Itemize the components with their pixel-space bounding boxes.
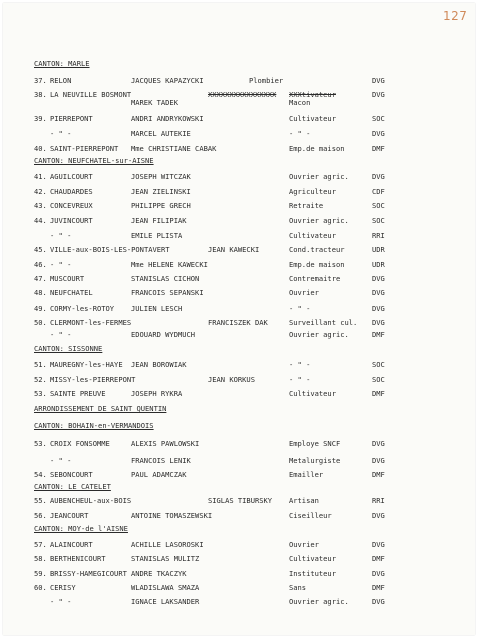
table-row	[3, 455, 475, 467]
cell-name: ALEXIS PAWLOWSKI	[131, 439, 200, 448]
canton-heading	[3, 343, 475, 355]
cell-party: SOC	[372, 375, 385, 384]
cell-name: SIGLAS TIBURSKY	[208, 496, 273, 505]
cell-name: JOSEPH WITCZAK	[131, 172, 191, 181]
cell-name: JOSEPH RYKRA	[131, 389, 183, 398]
cell-job: Plombier	[249, 76, 284, 85]
cell-job: - " -	[289, 360, 311, 369]
heading-text: CANTON: MOY-de l'AISNE	[34, 524, 128, 533]
cell-name: Mme CHRISTIANE CABAK	[131, 144, 217, 153]
table-row	[3, 359, 475, 371]
cell-party: DVG	[372, 129, 385, 138]
cell-commune: JUVINCOURT	[50, 216, 93, 225]
cell-party: DMF	[372, 470, 385, 479]
cell-party: SOC	[372, 201, 385, 210]
table-row	[3, 438, 475, 450]
cell-party: DVG	[372, 511, 385, 520]
heading-text: CANTON: LE CATELET	[34, 482, 111, 491]
cell-job: Macon	[289, 98, 311, 107]
cell-num: 46.	[34, 260, 47, 269]
table-row	[3, 596, 475, 608]
cell-party: DMF	[372, 144, 385, 153]
canton-heading	[3, 58, 475, 70]
table-row	[3, 317, 475, 329]
cell-commune: ALAINCOURT	[50, 540, 93, 549]
table-row	[3, 171, 475, 183]
cell-name: MARCEL AUTEKIE	[131, 129, 191, 138]
table-row	[3, 539, 475, 551]
cell-party: RRI	[372, 231, 385, 240]
cell-commune: - " -	[50, 260, 72, 269]
cell-job: Cultivateur	[289, 114, 336, 123]
canton-heading	[3, 155, 475, 167]
heading-text: CANTON: BOHAIN-en-VERMANDOIS	[34, 421, 154, 430]
cell-party: UDR	[372, 245, 385, 254]
cell-party: DVG	[372, 274, 385, 283]
table-row	[3, 113, 475, 125]
cell-job: Instituteur	[289, 569, 336, 578]
cell-name: JEAN KORKUS	[208, 375, 255, 384]
cell-commune: AGUILCOURT	[50, 172, 93, 181]
cell-job: Agriculteur	[289, 187, 336, 196]
arrondissement-heading	[3, 403, 475, 415]
cell-party: DMF	[372, 389, 385, 398]
cell-job: Cultivateur	[289, 554, 336, 563]
cell-job: Metalurgiste	[289, 456, 341, 465]
table-row	[3, 469, 475, 481]
cell-name: IGNACE LAKSANDER	[131, 597, 200, 606]
cell-job: - " -	[289, 129, 311, 138]
cell-name: FRANCOIS SEPANSKI	[131, 288, 204, 297]
cell-party: DVG	[372, 90, 385, 99]
cell-num: 44.	[34, 216, 47, 225]
cell-name: JEAN ZIELINSKI	[131, 187, 191, 196]
cell-party: DVG	[372, 318, 385, 327]
cell-job: Ouvrier agric.	[289, 330, 349, 339]
table-row	[3, 186, 475, 198]
cell-num: 48.	[34, 288, 47, 297]
cell-job: Employe SNCF	[289, 439, 341, 448]
table-row	[3, 510, 475, 522]
canton-heading	[3, 523, 475, 535]
cell-party: DMF	[372, 554, 385, 563]
table-row	[3, 582, 475, 594]
table-row	[3, 568, 475, 580]
cell-num: 37.	[34, 76, 47, 85]
cell-job: Ouvrier agric.	[289, 216, 349, 225]
table-row	[3, 329, 475, 341]
table-row	[3, 215, 475, 227]
cell-num: 53.	[34, 389, 47, 398]
canton-heading	[3, 481, 475, 493]
cell-num: 54.	[34, 470, 47, 479]
cell-job: Cond.tracteur	[289, 245, 345, 254]
cell-commune: - " -	[50, 129, 72, 138]
table-row	[3, 388, 475, 400]
cell-job: Ciseilleur	[289, 511, 332, 520]
cell-name: STANISLAS MULITZ	[131, 554, 200, 563]
cell-job: Emp.de maison	[289, 260, 345, 269]
cell-job: Cultivateur	[289, 389, 336, 398]
document-page	[3, 3, 475, 635]
table-row	[3, 128, 475, 140]
cell-job: - " -	[289, 304, 311, 313]
cell-commune: CORMY-les-ROTOY	[50, 304, 115, 313]
cell-party: DVG	[372, 456, 385, 465]
cell-num: 59.	[34, 569, 47, 578]
cell-num: 58.	[34, 554, 47, 563]
cell-num: 56.	[34, 511, 47, 520]
cell-commune: - " -	[50, 330, 72, 339]
cell-party: DMF	[372, 583, 385, 592]
cell-commune: SEBONCOURT	[50, 470, 93, 479]
cell-commune: MAUREGNY-les-HAYE	[50, 360, 123, 369]
table-row	[3, 200, 475, 212]
cell-name: JEAN BOROWIAK	[131, 360, 187, 369]
cell-job: Ouvrier	[289, 288, 319, 297]
cell-commune: CERISY	[50, 583, 76, 592]
cell-job: Sans	[289, 583, 307, 592]
cell-commune: CHAUDARDES	[50, 187, 93, 196]
heading-text: ARRONDISSEMENT DE SAINT QUENTIN	[34, 404, 167, 413]
cell-party: DVG	[372, 597, 385, 606]
cell-commune: MUSCOURT	[50, 274, 85, 283]
cell-num: 38.	[34, 90, 47, 99]
cell-num: 52.	[34, 375, 47, 384]
table-row	[3, 75, 475, 87]
cell-commune: PIERREPONT	[50, 114, 93, 123]
cell-job: Emp.de maison	[289, 144, 345, 153]
table-row	[3, 553, 475, 565]
cell-commune: CROIX FONSOMME	[50, 439, 110, 448]
cell-party: DVG	[372, 569, 385, 578]
cell-commune: VILLE-aux-BOIS-LES-PONTAVERT	[50, 245, 170, 254]
cell-job: Cultivateur	[289, 231, 336, 240]
cell-job: Retraite	[289, 201, 324, 210]
cell-name: XXXXXXXXXXXXXXXX	[208, 90, 277, 99]
cell-commune: - " -	[50, 456, 72, 465]
cell-commune: MISSY-les-PIERREPONT	[50, 375, 136, 384]
cell-num: 51.	[34, 360, 47, 369]
table-row	[3, 97, 475, 109]
cell-name: STANISLAS CICHON	[131, 274, 200, 283]
cell-commune: CLERMONT-les-FERMES	[50, 318, 132, 327]
cell-party: SOC	[372, 216, 385, 225]
cell-commune: CONCEVREUX	[50, 201, 93, 210]
cell-party: DVG	[372, 439, 385, 448]
cell-job: Ouvrier	[289, 540, 319, 549]
cell-name: ANDRI ANDRYKOWSKI	[131, 114, 204, 123]
cell-party: DVG	[372, 288, 385, 297]
cell-commune: AUBENCHEUL-aux-BOIS	[50, 496, 132, 505]
cell-num: 50.	[34, 318, 47, 327]
cell-party: CDF	[372, 187, 385, 196]
table-row	[3, 259, 475, 271]
table-row	[3, 244, 475, 256]
cell-commune: SAINT-PIERREPONT	[50, 144, 119, 153]
cell-commune: LA NEUVILLE BOSMONT	[50, 90, 132, 99]
cell-name: JEAN KAWECKI	[208, 245, 260, 254]
table-row	[3, 273, 475, 285]
cell-num: 49.	[34, 304, 47, 313]
cell-party: DVG	[372, 172, 385, 181]
cell-name: ANDRE TKACZYK	[131, 569, 187, 578]
cell-name: PAUL ADAMCZAK	[131, 470, 187, 479]
cell-num: 43.	[34, 201, 47, 210]
cell-num: 60.	[34, 583, 47, 592]
cell-job: Contremaitre	[289, 274, 341, 283]
cell-job: XXXtivateur	[289, 90, 336, 99]
cell-name: EDOUARD WYDMUCH	[131, 330, 196, 339]
cell-name: FRANCISZEK DAK	[208, 318, 268, 327]
cell-job: Surveillant cul.	[289, 318, 358, 327]
cell-num: 57.	[34, 540, 47, 549]
cell-name: FRANCOIS LENIK	[131, 456, 191, 465]
table-row	[3, 230, 475, 242]
cell-name: ACHILLE LASOROSKI	[131, 540, 204, 549]
cell-num: 55.	[34, 496, 47, 505]
heading-text: CANTON: MARLE	[34, 59, 90, 68]
cell-name: MAREK TADEK	[131, 98, 178, 107]
cell-party: SOC	[372, 360, 385, 369]
cell-party: DVG	[372, 304, 385, 313]
cell-name: EMILE PLISTA	[131, 231, 183, 240]
table-row	[3, 374, 475, 386]
cell-num: 53.	[34, 439, 47, 448]
cell-num: 42.	[34, 187, 47, 196]
cell-num: 40.	[34, 144, 47, 153]
cell-party: DVG	[372, 540, 385, 549]
canton-heading	[3, 420, 475, 432]
cell-commune: - " -	[50, 231, 72, 240]
cell-job: Emailler	[289, 470, 324, 479]
heading-text: CANTON: SISSONNE	[34, 344, 103, 353]
page-number: 127	[443, 9, 468, 23]
cell-num: 41.	[34, 172, 47, 181]
cell-party: RRI	[372, 496, 385, 505]
cell-job: Ouvrier agric.	[289, 597, 349, 606]
cell-job: Ouvrier agric.	[289, 172, 349, 181]
cell-commune: NEUFCHATEL	[50, 288, 93, 297]
table-row	[3, 495, 475, 507]
cell-commune: JEANCOURT	[50, 511, 89, 520]
cell-num: 47.	[34, 274, 47, 283]
cell-commune: BERTHENICOURT	[50, 554, 106, 563]
cell-name: Mme HELENE KAWECKI	[131, 260, 208, 269]
cell-name: ANTOINE TOMASZEWSKI	[131, 511, 213, 520]
table-row	[3, 143, 475, 155]
cell-party: DVG	[372, 76, 385, 85]
cell-name: JEAN FILIPIAK	[131, 216, 187, 225]
cell-name: JULIEN LESCH	[131, 304, 183, 313]
cell-num: 45.	[34, 245, 47, 254]
cell-party: DMF	[372, 330, 385, 339]
cell-job: - " -	[289, 375, 311, 384]
table-row	[3, 303, 475, 315]
cell-party: UDR	[372, 260, 385, 269]
cell-name: WLADISLAWA SMAZA	[131, 583, 200, 592]
heading-text: CANTON: NEUFCHATEL-sur-AISNE	[34, 156, 154, 165]
cell-party: SOC	[372, 114, 385, 123]
cell-name: PHILIPPE GRECH	[131, 201, 191, 210]
cell-commune: - " -	[50, 597, 72, 606]
table-row	[3, 287, 475, 299]
cell-num: 39.	[34, 114, 47, 123]
cell-commune: SAINTE PREUVE	[50, 389, 106, 398]
cell-commune: RELON	[50, 76, 72, 85]
cell-commune: BRISSY-HAMEGICOURT	[50, 569, 127, 578]
cell-job: Artisan	[289, 496, 319, 505]
cell-name: JACQUES KAPAZYCKI	[131, 76, 204, 85]
